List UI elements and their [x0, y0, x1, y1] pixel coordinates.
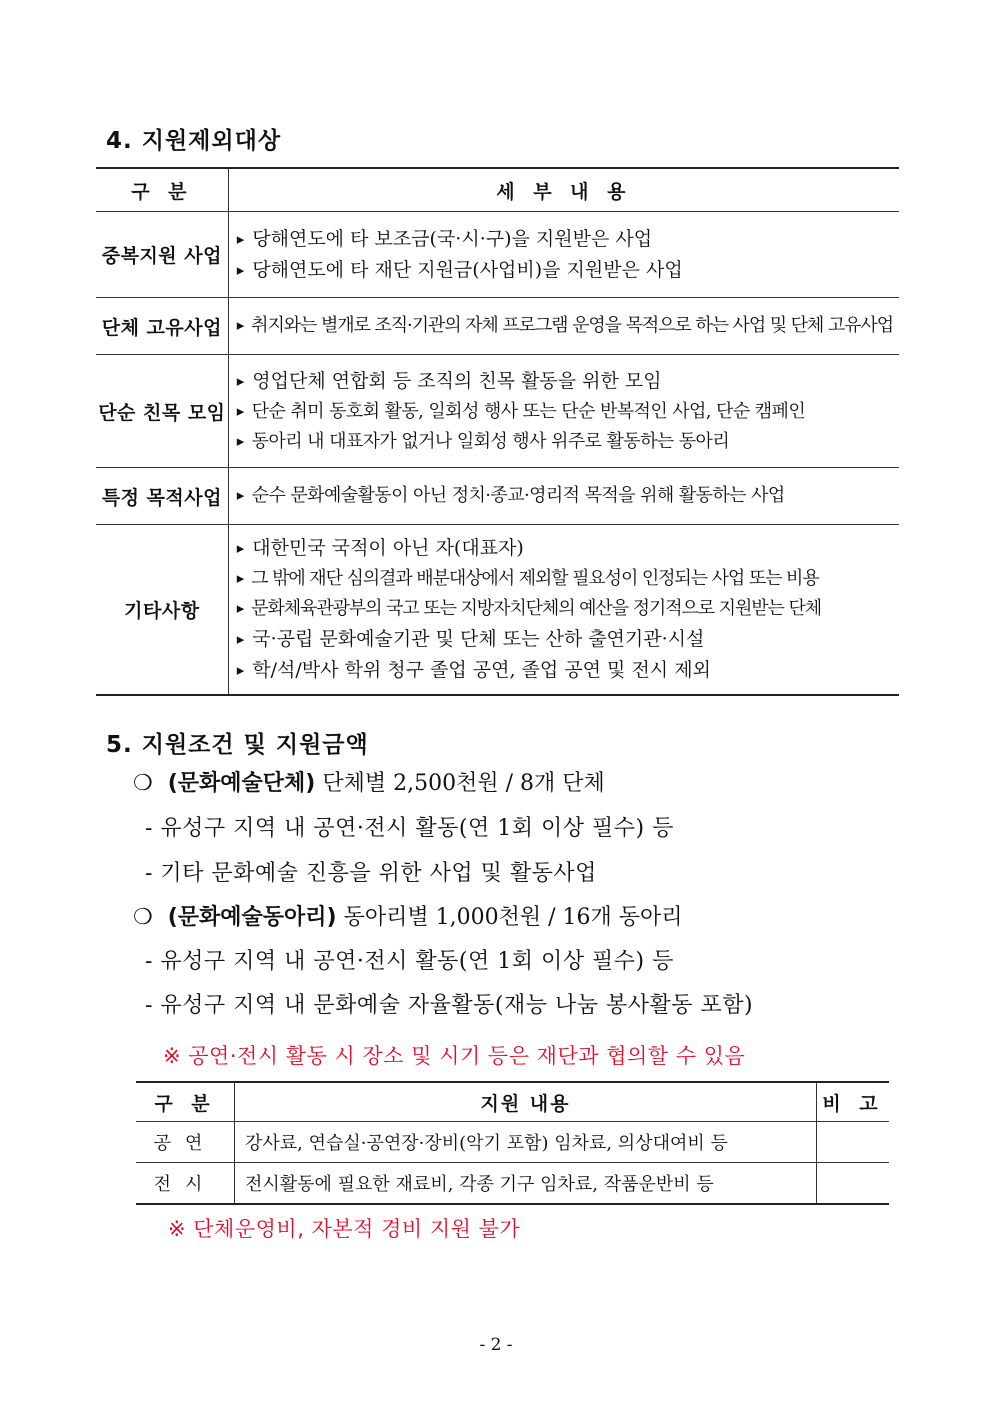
header-content: 지원 내용: [235, 1082, 817, 1122]
table-row: [136, 1122, 889, 1163]
list-item: - 기타 문화예술 진흥을 위한 사업 및 활동사업: [145, 861, 597, 886]
section-4-title: 4. 지원제외대상: [106, 128, 282, 154]
header-category: 구 분: [136, 1082, 235, 1122]
bullet-item: ▸ 동아리 내 대표자가 없거나 일회성 행사 위주로 활동하는 동아리: [237, 427, 893, 457]
row-details: [228, 525, 899, 695]
row-content: 강사료, 연습실·공연장·장비(악기 포함) 임차료, 의상대여비 등: [235, 1122, 817, 1163]
list-item: - 유성구 지역 내 공연·전시 활동(연 1회 이상 필수) 등: [145, 816, 674, 841]
group-amount: 단체별 2,500천원 / 8개 단체: [315, 771, 605, 796]
row-category: 단순 친목 모임: [96, 355, 228, 468]
group-heading-arts-club: [133, 900, 682, 931]
table-header-row: [96, 168, 899, 212]
row-category: 전시: [136, 1163, 235, 1205]
row-category: 중복지원 사업: [96, 212, 228, 298]
section-5-title: 5. 지원조건 및 지원금액: [106, 732, 369, 758]
support-table: [136, 1081, 889, 1205]
bullet-item: ▸ 대한민국 국적이 아닌 자(대표자): [237, 533, 893, 564]
note-venue-consultation: ※ 공연·전시 활동 시 장소 및 시기 등은 재단과 협의할 수 있음: [163, 1044, 746, 1068]
bullet-item: ▸ 국·공립 문화예술기관 및 단체 또는 산하 출연기관·시설: [237, 624, 893, 655]
header-remark: 비 고: [817, 1082, 890, 1122]
bullet-item: ▸ 순수 문화예술활동이 아닌 정치·종교·영리적 목적을 위해 활동하는 사업: [237, 481, 893, 511]
list-item: - 유성구 지역 내 공연·전시 활동(연 1회 이상 필수) 등: [145, 949, 674, 974]
row-details: [228, 298, 899, 355]
bullet-item: ▸ 취지와는 별개로 조직·기관의 자체 프로그램 운영을 목적으로 하는 사업 및 단체 고유사업: [237, 311, 893, 341]
table-row: [96, 525, 899, 695]
row-category: 단체 고유사업: [96, 298, 228, 355]
row-category: 기타사항: [96, 525, 228, 695]
row-details: [228, 212, 899, 298]
group-label: (문화예술동아리): [167, 905, 337, 930]
table-row: [96, 355, 899, 468]
header-details: 세 부 내 용: [228, 168, 899, 212]
table-row: [96, 212, 899, 298]
list-item: - 유성구 지역 내 문화예술 자율활동(재능 나눔 봉사활동 포함): [145, 993, 754, 1018]
bullet-item: ▸ 당해연도에 타 보조금(국·시·구)을 지원받은 사업: [237, 224, 893, 255]
row-details: [228, 355, 899, 468]
row-remark: [817, 1122, 890, 1163]
exclusion-table: [96, 167, 899, 696]
bullet-item: ▸ 단순 취미 동호회 활동, 일회성 행사 또는 단순 반복적인 사업, 단순 캠페인: [237, 397, 893, 427]
page-number: - 2 -: [479, 1335, 513, 1355]
group-amount: 동아리별 1,000천원 / 16개 동아리: [336, 905, 683, 930]
group-label: (문화예술단체): [167, 771, 316, 796]
table-row: [96, 298, 899, 355]
table-row: [136, 1163, 889, 1205]
circle-bullet-icon: ❍: [133, 771, 153, 796]
row-details: [228, 468, 899, 525]
bullet-item: ▸ 문화체육관광부의 국고 또는 지방자치단체의 예산을 정기적으로 지원받는 단체: [237, 594, 893, 624]
bullet-item: ▸ 학/석/박사 학위 청구 졸업 공연, 졸업 공연 및 전시 제외: [237, 655, 893, 686]
note-no-operating-costs: ※ 단체운영비, 자본적 경비 지원 불가: [168, 1217, 521, 1241]
table-header-row: [136, 1082, 889, 1122]
header-category: 구 분: [96, 168, 228, 212]
row-remark: [817, 1163, 890, 1205]
bullet-item: ▸ 영업단체 연합회 등 조직의 친목 활동을 위한 모임: [237, 366, 893, 397]
group-heading-arts-organization: [133, 766, 605, 797]
bullet-item: ▸ 그 밖에 재단 심의결과 배분대상에서 제외할 필요성이 인정되는 사업 또는 비용: [237, 564, 893, 594]
row-category: 공연: [136, 1122, 235, 1163]
bullet-item: ▸ 당해연도에 타 재단 지원금(사업비)을 지원받은 사업: [237, 255, 893, 286]
row-content: 전시활동에 필요한 재료비, 각종 기구 임차료, 작품운반비 등: [235, 1163, 817, 1205]
table-row: [96, 468, 899, 525]
row-category: 특정 목적사업: [96, 468, 228, 525]
circle-bullet-icon: ❍: [133, 905, 153, 930]
